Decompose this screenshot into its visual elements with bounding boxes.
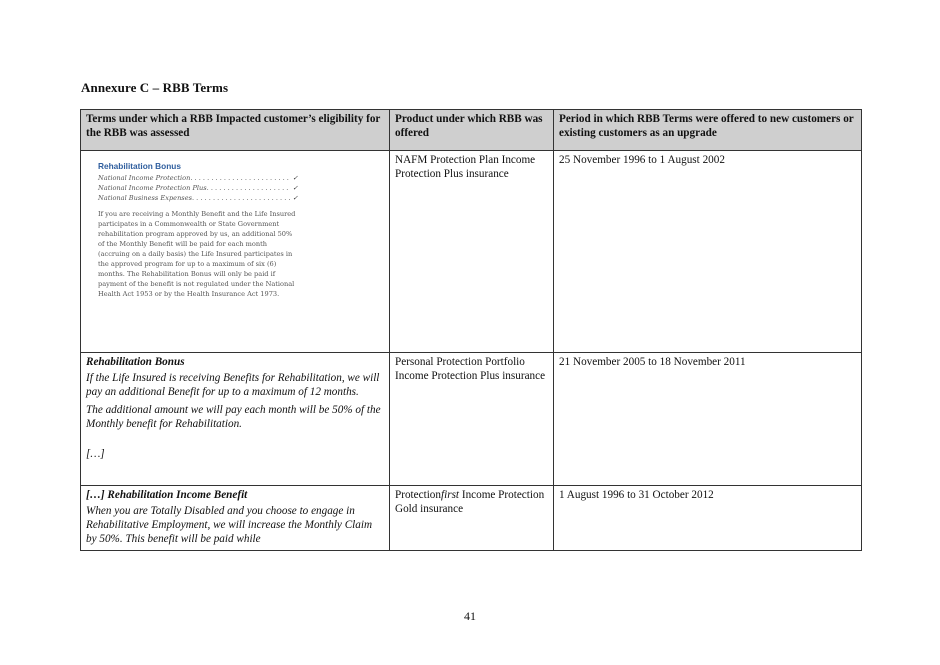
rbb-terms-table [80,109,862,551]
excerpt-product-line [98,183,298,193]
product-italic: first [441,489,460,501]
terms-title: […] Rehabilitation Income Benefit [86,489,248,501]
product-cell [390,486,554,551]
excerpt-product-name: National Income Protection Plus [98,184,207,192]
table-row [81,353,862,486]
excerpt-body: If you are receiving a Monthly Benefit and the Life Insured participates in a Commonwealth or State Government rehabilitation program approved by us, an additional 50% of the Monthly Benefit will be paid for each month (accruing on a daily basis) the Life Insured participates in the approved program for up to a maximum of six (6) months. The Rehabilitation Bonus will only be paid if payment of the benefit is not regulated under the National Health Act 1953 or by the Health Insurance Act 1973. [98,210,296,298]
leader-dots [192,193,290,203]
header-product: Product under which RBB was offered [390,110,554,151]
page-number: 41 [464,609,476,623]
table-row [81,486,862,551]
check-icon: ✓ [292,184,298,192]
terms-paragraph: If the Life Insured is receiving Benefits for Rehabilitation, we will pay an additional Benefit for up to a maximum of 12 months. [86,372,380,398]
terms-ellipsis: […] [86,448,105,460]
excerpt-product-name: National Business Expenses [98,194,192,202]
period-cell: 25 November 1996 to 1 August 2002 [554,151,862,353]
excerpt-product-line [98,173,298,183]
excerpt-title: Rehabilitation Bonus [98,161,181,171]
product-cell: Personal Protection Portfolio Income Protection Plus insurance [390,353,554,486]
product-cell: NAFM Protection Plan Income Protection Plus insurance [390,151,554,353]
terms-cell [81,486,390,551]
table-row [81,151,862,353]
header-terms: Terms under which a RBB Impacted customer’s eligibility for the RBB was assessed [81,110,390,151]
terms-paragraph: The additional amount we will pay each month will be 50% of the Monthly benefit for Rehabilitation. [86,404,381,430]
terms-paragraph: When you are Totally Disabled and you choose to engage in Rehabilitative Employment, we will increase the Monthly Claim by 50%. This benefit will be paid while [86,505,373,545]
period-cell: 1 August 1996 to 31 October 2012 [554,486,862,551]
product-suffix: Income Protection Gold insurance [395,489,545,515]
table-header-row [81,110,862,151]
brochure-excerpt-image [98,161,298,299]
check-icon: ✓ [292,194,298,202]
terms-title: Rehabilitation Bonus [86,356,185,368]
page-heading: Annexure C – RBB Terms [81,80,229,95]
leader-dots [190,173,290,183]
terms-cell [81,353,390,486]
excerpt-product-name: National Income Protection [98,174,191,182]
period-cell: 21 November 2005 to 18 November 2011 [554,353,862,486]
excerpt-product-line [98,193,298,203]
leader-dots [207,183,290,193]
product-prefix: Protection [395,489,441,501]
check-icon: ✓ [292,174,298,182]
terms-cell [81,151,390,353]
header-period: Period in which RBB Terms were offered to new customers or existing customers as an upgrade [554,110,862,151]
